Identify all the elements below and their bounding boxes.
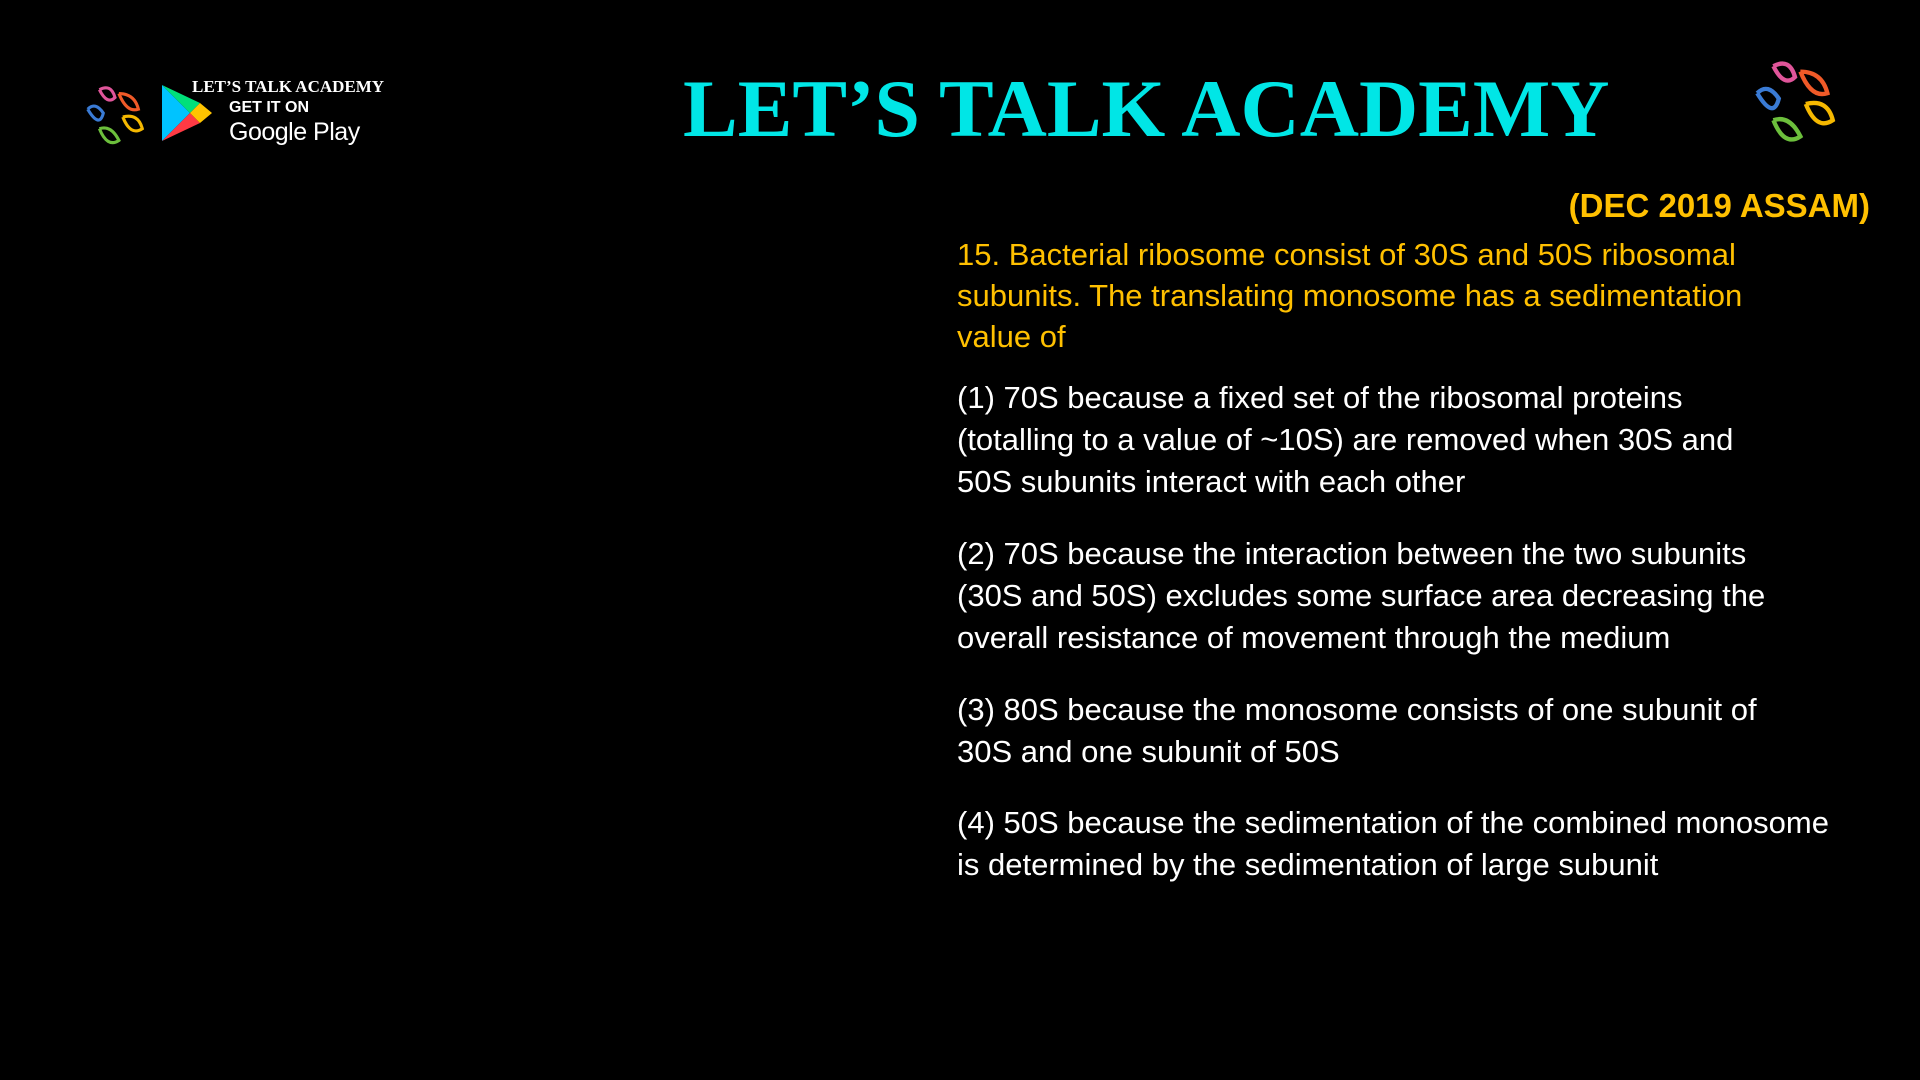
question-text [957, 234, 1742, 357]
option-line: (3) 80S because the monosome consists of one subunit of [957, 692, 1757, 727]
academy-logo-icon [75, 78, 155, 156]
page-title: LET’S TALK ACADEMY [683, 63, 1610, 154]
academy-logo-right-icon [1740, 50, 1850, 158]
option-2 [957, 533, 1765, 659]
option-line: overall resistance of movement through the medium [957, 620, 1671, 655]
question-line: subunits. The translating monosome has a sedimentation [957, 278, 1743, 313]
option-4 [957, 802, 1829, 886]
question-line: value of [957, 319, 1066, 354]
option-line: (2) 70S because the interaction between the two subunits [957, 536, 1747, 571]
option-line: 30S and one subunit of 50S [957, 734, 1340, 769]
option-1 [957, 377, 1733, 503]
option-line: (4) 50S because the sedimentation of the combined monosome [957, 805, 1829, 840]
option-line: (1) 70S because a fixed set of the ribosomal proteins [957, 380, 1683, 415]
get-it-on-label[interactable]: GET IT ON [229, 99, 309, 116]
question-line: 15. Bacterial ribosome consist of 30S and 50S ribosomal [957, 237, 1736, 272]
option-line: 50S subunits interact with each other [957, 464, 1466, 499]
option-line: (totalling to a value of ~10S) are removed when 30S and [957, 422, 1734, 457]
google-play-label[interactable]: Google Play [229, 118, 360, 146]
option-line: (30S and 50S) excludes some surface area decreasing the [957, 578, 1766, 613]
option-3 [957, 689, 1757, 773]
brand-label: LET’S TALK ACADEMY [192, 77, 385, 96]
exam-tag: (DEC 2019 ASSAM) [1568, 187, 1870, 224]
option-line: is determined by the sedimentation of large subunit [957, 847, 1659, 882]
